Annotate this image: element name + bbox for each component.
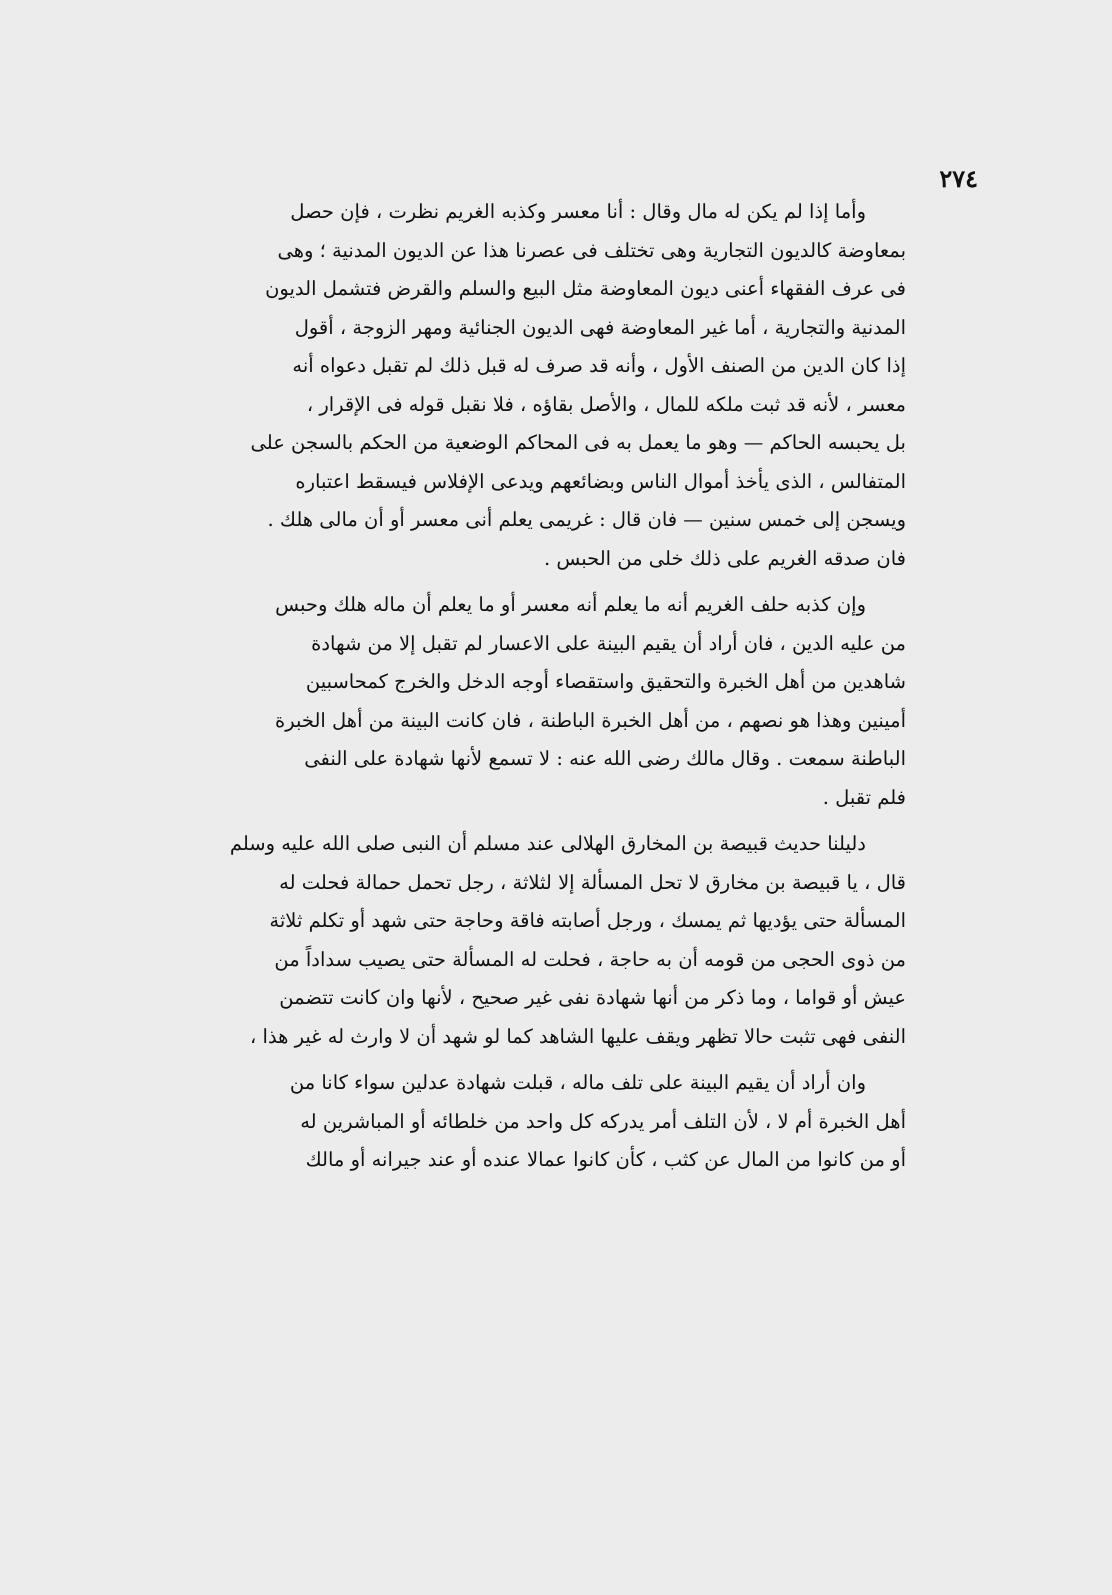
text-line: عيش أو قواما ، وما ذكر من أنها شهادة نفى غير صحيح ، لأنها وان كانت تتضمن — [279, 986, 906, 1009]
text-line: بمعاوضة كالديون التجارية وهى تختلف فى عصرنا هذا عن الديون المدنية ؛ وهى — [277, 238, 906, 262]
text-line: وإن كذبه حلف الغريم أنه ما يعلم أنه معسر أو ما يعلم أن ماله هلك وحبس — [275, 593, 866, 616]
text-line: شاهدين من أهل الخبرة والتحقيق واستقصاء أوجه الدخل والخرج كمحاسبين — [305, 670, 906, 693]
text-line: دليلنا حديث قبيصة بن المخارق الهلالى عند مسلم أن النبى صلى الله عليه وسلم — [229, 832, 866, 855]
text-line: وان أراد أن يقيم البينة على تلف ماله ، قبلت شهادة عدلين سواء كانا من — [289, 1071, 866, 1094]
text-line: النفى فهى تثبت حالا تظهر ويقف عليها الشاهد كما لو شهد أن لا وارث له غير هذا ، — [250, 1024, 906, 1048]
text-line: أهل الخبرة أم لا ، لأن التلف أمر يدركه كل واحد من خلطائه أو المباشرين له — [300, 1109, 906, 1133]
text-line: المدنية والتجارية ، أما غير المعاوضة فهى الديون الجنائية ومهر الزوجة ، أقول — [294, 315, 906, 339]
paragraph-3 — [178, 825, 906, 1056]
text-line: من عليه الدين ، فان أراد أن يقيم البينة على الاعسار لم تقبل إلا من شهادة — [311, 631, 906, 655]
text-line: المسألة حتى يؤديها ثم يمسك ، ورجل أصابته فاقة وحاجة حتى شهد أو تكلم ثلاثة — [269, 909, 906, 932]
text-line: قال ، يا قبيصة بن مخارق لا تحل المسألة إلا لثلاثة ، رجل تحمل حمالة فحلت له — [279, 870, 906, 894]
text-line: فى عرف الفقهاء أعنى ديون المعاوضة مثل البيع والسلم والقرض فتشمل الديون — [265, 277, 906, 300]
text-line: الباطنة سمعت . وقال مالك رضى الله عنه : لا تسمع لأنها شهادة على النفى — [304, 747, 906, 770]
text-line: وأما إذا لم يكن له مال وقال : أنا معسر وكذبه الغريم نظرت ، فإن حصل — [290, 200, 866, 223]
text-line: المتفالس ، الذى يأخذ أموال الناس وبضائعهم ويدعى الإفلاس فيسقط اعتباره — [295, 469, 906, 493]
text-line: فان صدقه الغريم على ذلك خلى من الحبس . — [543, 546, 906, 570]
page-number: ٢٧٤ — [939, 164, 978, 193]
text-line: بل يحبسه الحاكم — وهو ما يعمل به فى المحاكم الوضعية من الحكم بالسجن على — [250, 431, 906, 454]
paragraph-4 — [178, 1064, 906, 1180]
text-line: من ذوى الحجى من قومه أن به حاجة ، فحلت له المسألة حتى يصيب سداداً من — [274, 947, 906, 971]
text-line: معسر ، لأنه قد ثبت ملكه للمال ، والأصل بقاؤه ، فلا نقبل قوله فى الإقرار ، — [306, 392, 906, 416]
text-line: ويسجن إلى خمس سنين — فان قال : غريمى يعلم أنى معسر أو أن مالى هلك . — [267, 508, 906, 531]
body-text — [178, 193, 906, 1180]
text-line: إذا كان الدين من الصنف الأول ، وأنه قد صرف له قبل ذلك لم تقبل دعواه أنه — [292, 354, 906, 377]
paragraph-1 — [178, 193, 906, 578]
text-line: أو من كانوا من المال عن كثب ، كأن كانوا عمالا عنده أو عند جيرانه أو مالك — [305, 1148, 906, 1171]
text-line: أمينين وهذا هو نصهم ، من أهل الخبرة الباطنة ، فان كانت البينة من أهل الخبرة — [275, 708, 906, 732]
text-line: فلم تقبل . — [822, 785, 906, 809]
paragraph-2 — [178, 586, 906, 817]
